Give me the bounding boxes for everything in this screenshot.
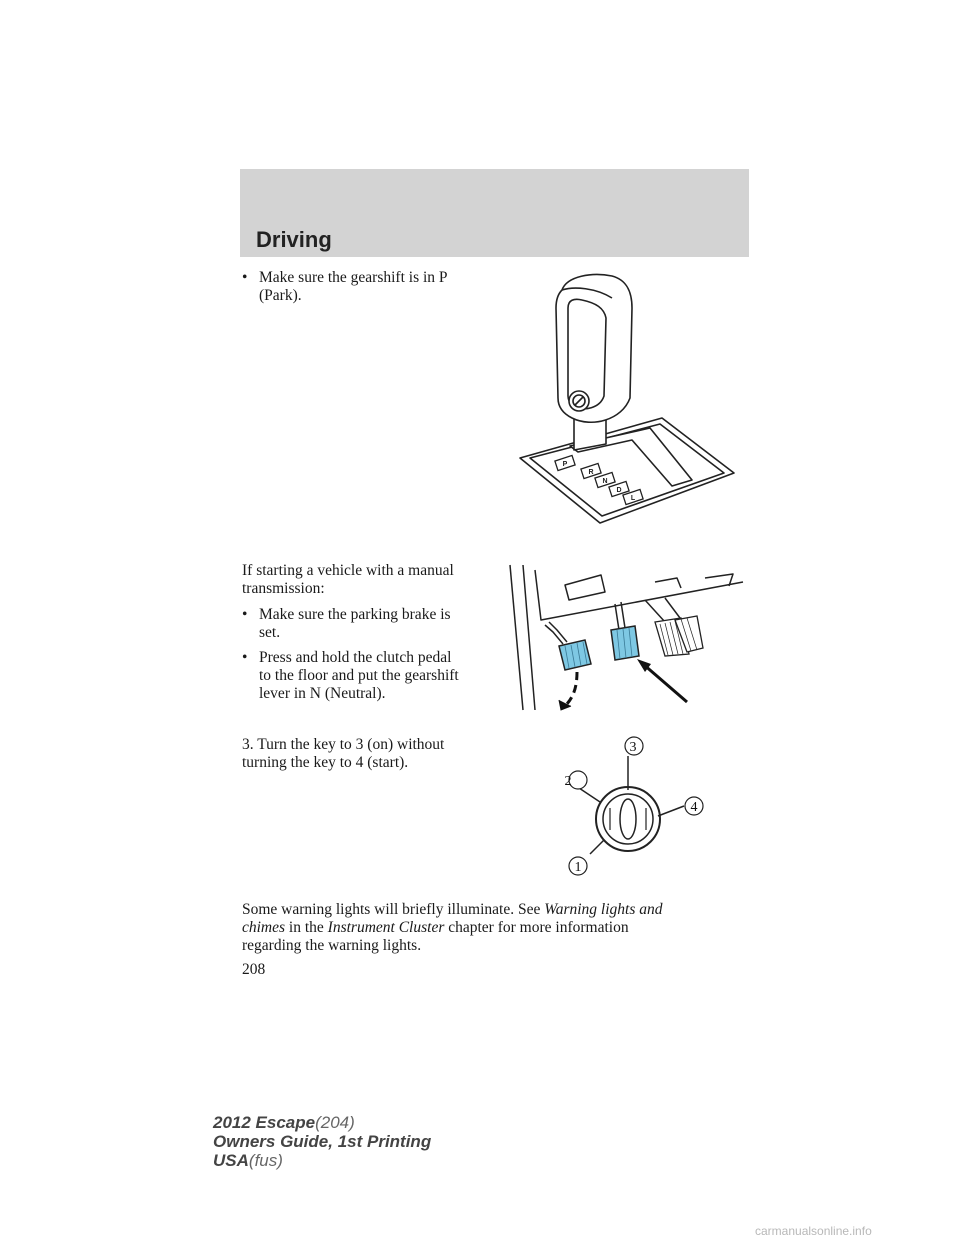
position-4-label: 4 <box>690 800 698 815</box>
ignition-diagram <box>548 728 723 888</box>
gear-label-r: R <box>588 469 594 476</box>
bullet-text <box>259 269 448 305</box>
text-line: 3. Turn the key to 3 (on) without <box>242 736 445 753</box>
footer-market: USA <box>213 1151 249 1170</box>
footer-region-code: (fus) <box>248 1151 283 1170</box>
section-header <box>240 169 749 257</box>
text-line: transmission: <box>242 580 325 597</box>
page-number: 208 <box>242 961 266 978</box>
text-span: regarding the warning lights. <box>242 937 422 954</box>
footer-model: 2012 Escape <box>213 1113 316 1132</box>
accelerator-pedal <box>655 616 703 656</box>
bullet-dot: • <box>242 606 248 623</box>
bullet-dot: • <box>242 269 248 286</box>
brake-pedal <box>611 626 639 660</box>
position-1-label: 1 <box>574 860 582 875</box>
gear-label-p: P <box>562 461 568 468</box>
bullet-dot: • <box>242 649 248 666</box>
press-down-arrow <box>565 672 577 706</box>
bullet-line: Press and hold the clutch pedal <box>259 649 452 666</box>
manual-transmission-intro <box>242 562 502 598</box>
document-footer <box>213 1113 431 1170</box>
bullet-line: (Park). <box>259 287 302 304</box>
gear-label-n: N <box>602 478 608 485</box>
position-2-marker <box>569 771 587 789</box>
clutch-pedal <box>559 640 591 670</box>
bullet-line: Make sure the parking brake is <box>259 606 451 623</box>
bullet-line: to the floor and put the gearshift <box>259 667 459 684</box>
footer-code: (204) <box>315 1113 355 1132</box>
gear-label-d: D <box>616 487 622 494</box>
position-2-label: 2 <box>564 774 572 789</box>
bullet-text <box>259 649 459 703</box>
warning-lights-paragraph <box>242 901 762 955</box>
bullet-line: set. <box>259 624 281 641</box>
text-span: Some warning lights will briefly illuminate. See <box>242 901 545 918</box>
cross-reference: chimes <box>242 919 286 936</box>
text-line: If starting a vehicle with a manual <box>242 562 454 579</box>
text-span: chapter for more information <box>444 919 629 936</box>
section-title: Driving <box>256 227 332 252</box>
bullet-line: lever in N (Neutral). <box>259 685 386 702</box>
gearshift-illustration <box>512 268 752 528</box>
bullet-text <box>259 606 451 642</box>
footer-edition: Owners Guide, 1st Printing <box>213 1132 432 1151</box>
position-3-label: 3 <box>629 740 637 755</box>
text-span: in the <box>285 919 328 936</box>
gear-label-l: L <box>630 495 636 502</box>
watermark[interactable]: carmanualsonline.info <box>755 1224 872 1238</box>
cross-reference: Warning lights and <box>544 901 663 918</box>
pointer-arrow <box>643 664 687 702</box>
pedals-illustration <box>505 560 750 712</box>
text-line: turning the key to 4 (start). <box>242 754 409 771</box>
bullet-line: Make sure the gearshift is in P <box>259 269 448 286</box>
cross-reference: Instrument Cluster <box>327 919 445 936</box>
ignition-step <box>242 736 502 772</box>
